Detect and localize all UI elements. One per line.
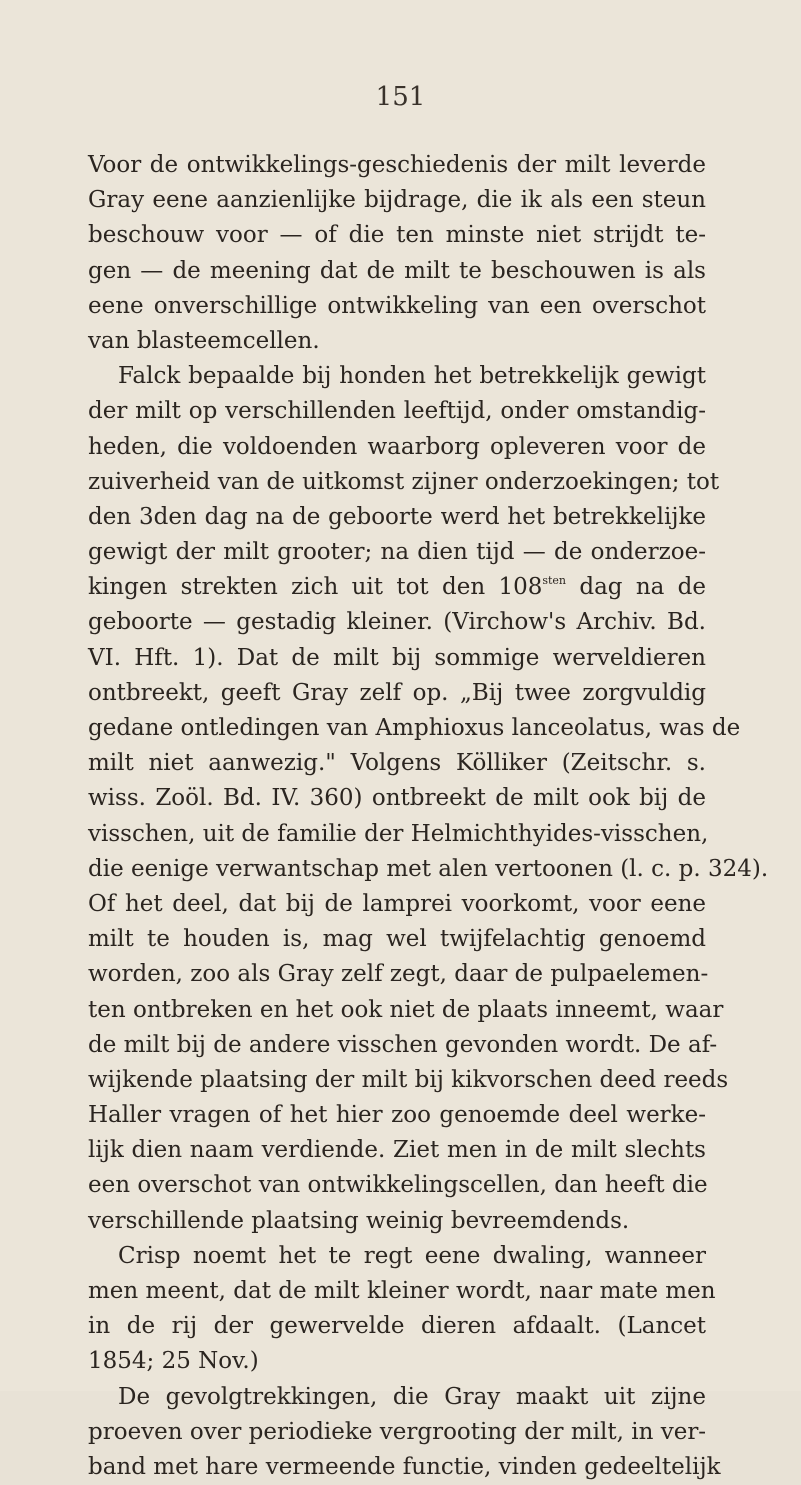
text-line: ontbreekt, geeft Gray zelf op. „Bij twee zorgvuldig <box>88 679 706 706</box>
text-line: eene onverschillige ontwikkeling van een overschot <box>88 292 706 319</box>
text-line: Crisp noemt het te regt eene dwaling, wanneer <box>118 1242 706 1269</box>
text-line: wijkende plaatsing der milt bij kikvorschen deed reeds <box>88 1066 729 1093</box>
text-line: VI. Hft. 1). Dat de milt bij sommige werveldieren <box>88 644 706 671</box>
text-line: men meent, dat de milt kleiner wordt, naar mate men <box>88 1278 716 1304</box>
text-line: 1854; 25 Nov.) <box>88 1348 259 1375</box>
text-line: die eenige verwantschap met alen vertoonen (l. c. p. 324). <box>88 855 769 882</box>
text-line: Gray eene aanzienlijke bijdrage, die ik als een steun <box>88 187 706 214</box>
page-number: 151 <box>375 82 426 112</box>
text-line: visschen, uit de familie der Helmichthyides-visschen, <box>88 820 709 847</box>
text-line: Of het deel, dat bij de lamprei voorkomt, voor eene <box>88 890 706 917</box>
text-line: milt niet aanwezig." Volgens Kölliker (Zeitschr. s. <box>88 750 706 777</box>
text-line: Haller vragen of het hier zoo genoemde deel werke- <box>88 1102 706 1129</box>
text-line: een overschot van ontwikkelingscellen, dan heeft die <box>88 1172 708 1199</box>
text-line: gedane ontledingen van Amphioxus lanceolatus, was de <box>88 715 741 741</box>
text-line: in de rij der gewervelde dieren afdaalt. (Lancet <box>88 1313 706 1340</box>
text-line: Voor de ontwikkelings-geschiedenis der milt leverde <box>88 152 706 178</box>
text-line: band met hare vermeende functie, vinden gedeeltelijk <box>88 1453 721 1480</box>
text-line: wiss. Zoöl. Bd. IV. 360) ontbreekt de milt ook bij de <box>88 785 706 812</box>
text-line: de milt bij de andere visschen gevonden wordt. De af- <box>88 1031 718 1058</box>
text-line: verschillende plaatsing weinig bevreemdends. <box>88 1207 630 1234</box>
text-line: proeven over periodieke vergrooting der milt, in ver- <box>88 1418 707 1445</box>
text-line: beschouw voor — of die ten minste niet strijdt te- <box>88 222 706 249</box>
text-line: worden, zoo als Gray zelf zegt, daar de pulpaelemen- <box>88 961 709 988</box>
text-line: ten ontbreken en het ook niet de plaats inneemt, waar <box>88 996 724 1023</box>
text-line: geboorte — gestadig kleiner. (Virchow's Archiv. Bd. <box>88 609 706 636</box>
text-line: Falck bepaalde bij honden het betrekkelijk gewigt <box>118 363 706 390</box>
text-line: der milt op verschillenden leeftijd, onder omstandig- <box>88 398 706 425</box>
text-line: kingen strekten zich uit tot den $108^{sten}$ dag na de <box>88 574 706 601</box>
text-line: gewigt der milt grooter; na dien tijd — de onderzoe- <box>88 539 706 566</box>
text-line: lijk dien naam verdiende. Ziet men in de milt slechts <box>88 1137 706 1164</box>
text-line: van blasteemcellen. <box>88 327 320 354</box>
text-line: milt te houden is, mag wel twijfelachtig genoemd <box>88 926 706 953</box>
text-line: zuiverheid van de uitkomst zijner onderzoekingen; tot <box>88 468 720 495</box>
text-line: heden, die voldoenden waarborg opleveren voor de <box>88 433 706 460</box>
text-line: De gevolgtrekkingen, die Gray maakt uit zijne <box>118 1383 706 1410</box>
body-text <box>88 148 769 1485</box>
text-line: gen — de meening dat de milt te beschouwen is als <box>88 257 706 284</box>
text-line: den 3den dag na de geboorte werd het betrekkelijke <box>88 503 706 530</box>
